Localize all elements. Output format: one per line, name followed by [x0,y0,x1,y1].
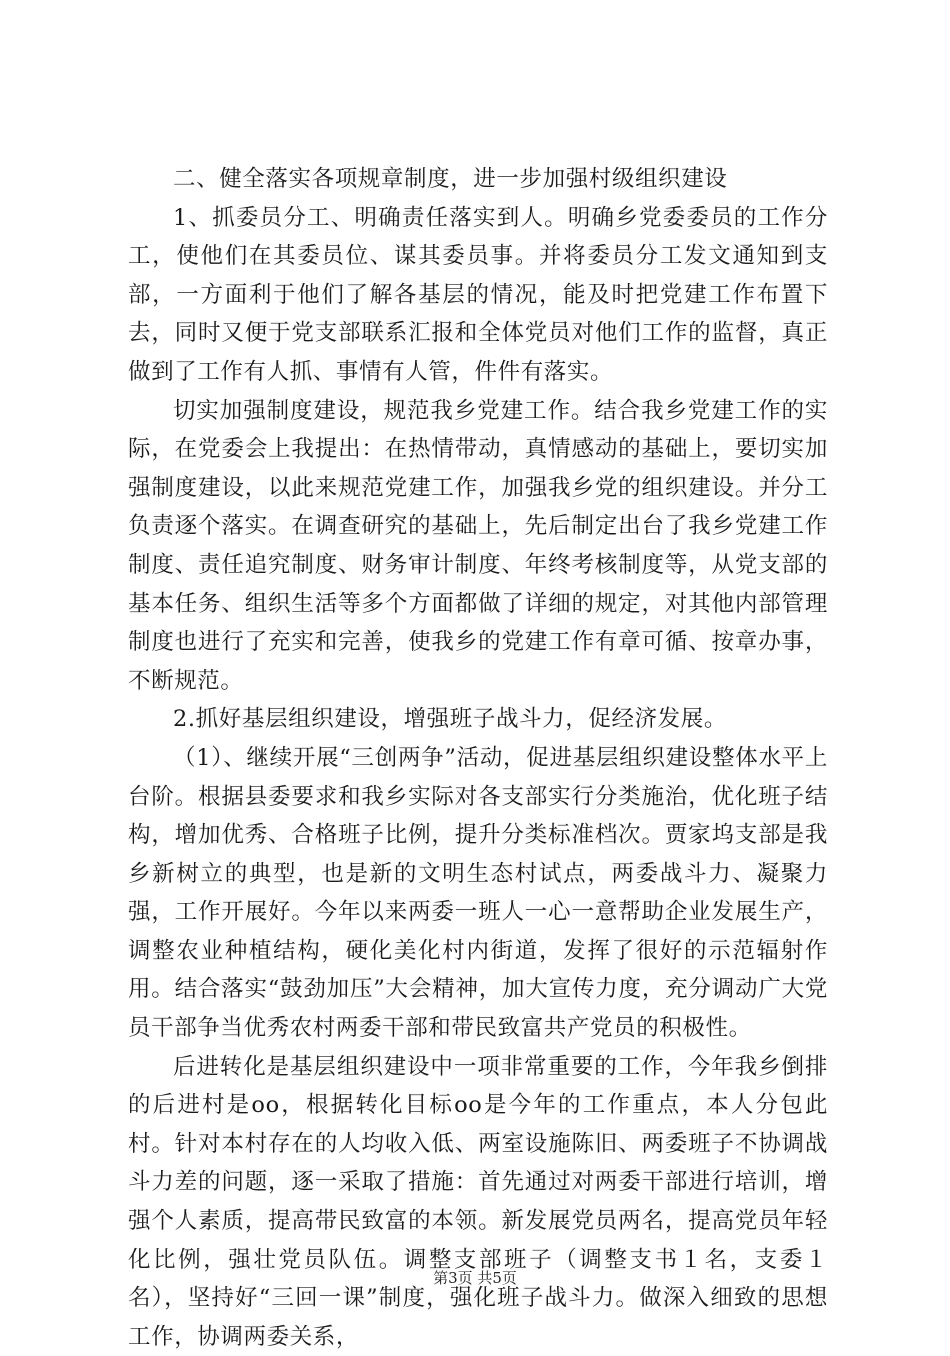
paragraph-system-building: 切实加强制度建设，规范我乡党建工作。结合我乡党建工作的实际，在党委会上我提出：在热情带动，真情感动的基础上，要切实加强制度建设，以此来规范党建工作，加强我乡党的组织建设。并分工负责逐个落实。在调查研究的基础上，先后制定出台了我乡党建工作制度、责任追究制度、财务审计制度、年终考核制度等，从党支部的基本任务、组织生活等多个方面都做了详细的规定，对其他内部管理制度也进行了充实和完善，使我乡的党建工作有章可循、按章办事，不断规范。 [128,397,828,694]
paragraph-grassroots-heading: 2.抓好基层组织建设，增强班子战斗力，促经济发展。 [173,706,727,733]
paragraph-backward-conversion: 后进转化是基层组织建设中一项非常重要的工作，今年我乡倒排的后进村是oo，根据转化目标oo是今年的工作重点，本人分包此村。针对本村存在的人均收入低、两室设施陈旧、两委班子不协调战斗力差的问题，逐一采取了措施：首先通过对两委干部进行培训，增强个人素质，提高带民致富的本领。新发展党员两名，提高党员年轻化比例，强壮党员队伍。调整支部班子（调整支书１名，支委１名），坚持好“三回一课”制度，强化班子战斗力。做深入细致的思想工作，协调两委关系， [128,1053,828,1350]
section-heading: 二、健全落实各项规章制度，进一步加强村级组织建设 [173,166,728,192]
paragraph-three-creations: （1）、继续开展“三创两争”活动，促进基层组织建设整体水平上台阶。根据县委要求和我乡实际对各支部实行分类施治，优化班子结构，增加优秀、合格班子比例，提升分类标准档次。贾家坞支部是我乡新树立的典型，也是新的文明生态村试点，两委战斗力、凝聚力强，工作开展好。今年以来两委一班人一心一意帮助企业发展生产，调整农业种植结构，硬化美化村内街道，发挥了很好的示范辐射作用。结合落实“鼓劲加压”大会精神，加大宣传力度，充分调动广大党员干部争当优秀农村两委干部和带民致富共产党员的积极性。 [128,744,828,1042]
page-footer: 第3页 共5页 [433,1269,517,1287]
paragraph-committee-division: 1、抓委员分工、明确责任落实到人。明确乡党委委员的工作分工，使他们在其委员位、谋其委员事。并将委员分工发文通知到支部，一方面利于他们了解各基层的情况，能及时把党建工作布置下去，同时又便于党支部联系汇报和全体党员对他们工作的监督，真正做到了工作有人抓、事情有人管，件件有落实。 [128,204,828,385]
document-body [128,160,828,1356]
